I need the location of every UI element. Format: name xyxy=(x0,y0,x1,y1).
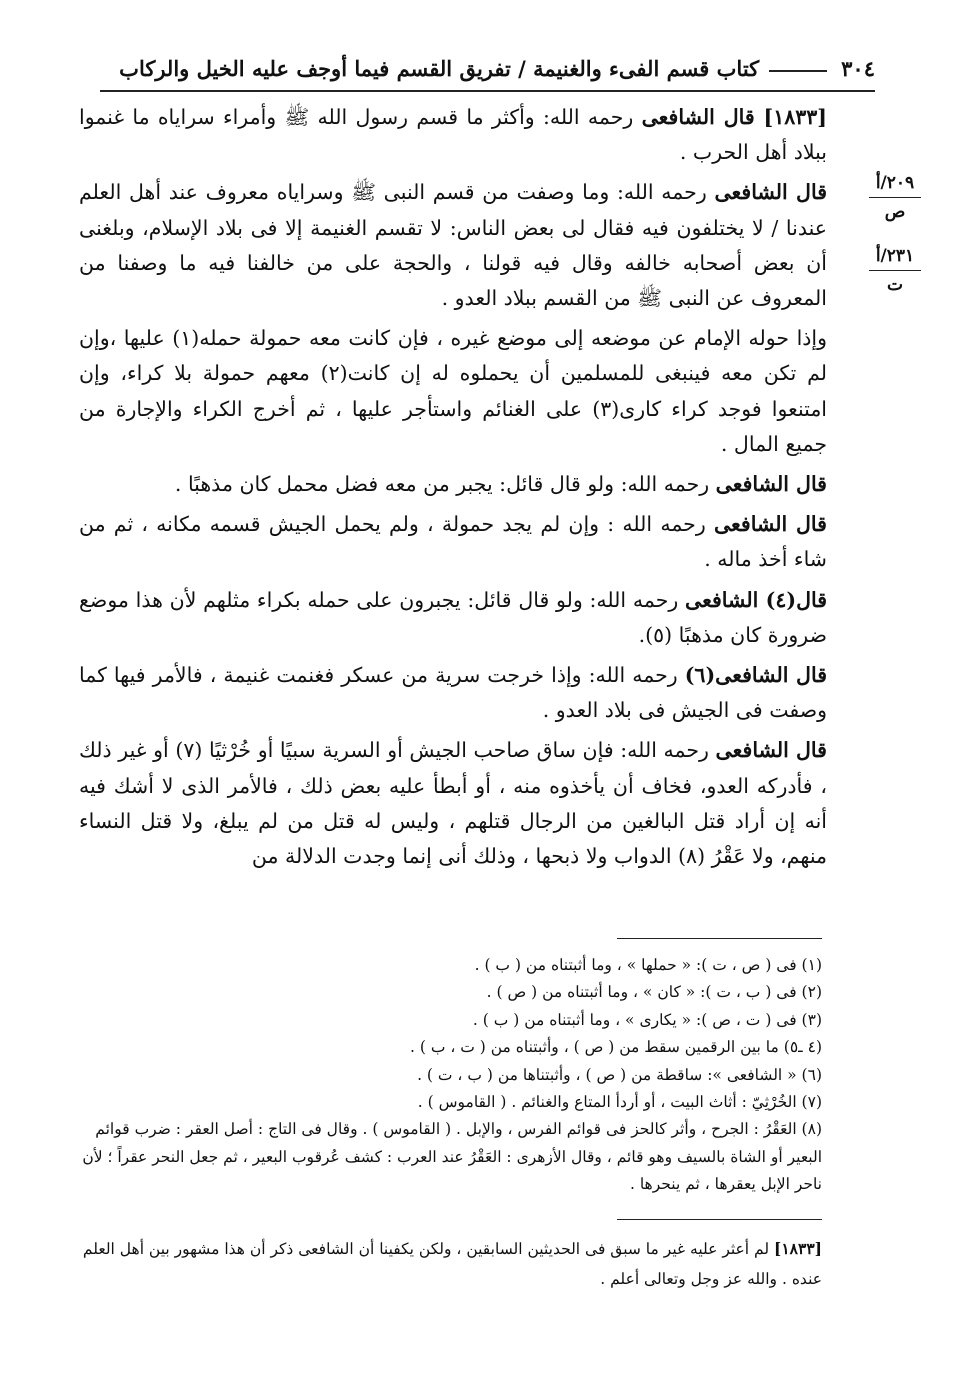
footnote: (٤ ـ٥) ما بين الرقمين سقط من ( ص ) ، وأثبتناه من ( ت ، ب ) . xyxy=(409,1038,822,1057)
main-text xyxy=(79,100,827,879)
paragraph-lead: قال الشافعى xyxy=(715,738,827,763)
paragraph-lead: قال الشافعى(٦) xyxy=(684,663,827,688)
paragraph-lead: قال الشافعى xyxy=(715,472,827,497)
margin-rule xyxy=(869,197,921,198)
takhrij-separator xyxy=(617,1219,822,1220)
paragraph xyxy=(79,321,827,462)
paragraph-lead: قال(٤) الشافعى xyxy=(685,587,828,612)
footnote: (٨) العَقْرُ : الجرح ، وأثر كالحز فى قوائم الفرس ، والإبل . ( القاموس ) . وقال فى التاج : أصل العقر : ضرب قوائم البعير أو الشاة بالسيف وهو قائم ، وقال الأزهرى : العَقْرُ عند العرب : كشف عُرقوب البعير ، ثم جعل النحر عقراً ؛ لأن ناحر الإبل يعقرها ، ثم ينحرها . xyxy=(82,1120,822,1194)
paragraph-lead: [١٨٣٣] قال الشافعى xyxy=(641,105,827,129)
margin-ref-top: ٢٠٩/أ xyxy=(875,173,915,193)
footnotes xyxy=(77,952,822,1199)
margin-ref-bottom-label: ت xyxy=(886,275,903,295)
paragraph-text: وإذا حوله الإمام عن موضعه إلى موضع غيره ، فإن كانت معه حمولة حمله(١) عليها ،وإن لم تكن معه فينبغى للمسلمين أن يحملوه له إن كانت(٢) معهم حمولة بلا كراء، وإن امتنعوا فوجد كراء كارى(٣) على الغنائم واستأجر عليها ، ثم أخرج الكراء والإجارة من جميع المال . xyxy=(79,326,828,456)
header-dash xyxy=(769,70,827,72)
paragraph xyxy=(79,467,827,502)
paragraph xyxy=(79,733,827,874)
footnote: (٢) فى ( ب ، ت ): « كان » ، وما أثبتناه من ( ص ) . xyxy=(486,983,822,1002)
footnote: (٣) فى ( ت ، ص ): « يكارى » ، وما أثبتناه من ( ب ) . xyxy=(472,1010,822,1029)
paragraph-lead: قال الشافعى xyxy=(713,512,827,537)
takhrij-text: لم أعثر عليه غير ما سبق فى الحديثين السابقين ، ولكن يكفينا أن الشافعى ذكر أن هذا مشهور بين أهل العلم عنده . والله عز وجل وتعالى أعلم . xyxy=(82,1240,822,1288)
paragraph-text: رحمه الله: وإذا خرجت سرية من عسكر فغنمت غنيمة ، فالأمر فيها كما وصفت فى الجيش فى بلاد العدو . xyxy=(79,663,827,723)
footnote: (٦) « الشافعى »: ساقطة من ( ص ) ، وأثبتناها من ( ب ، ت ) . xyxy=(417,1065,822,1084)
page-number: ٣٠٤ xyxy=(841,56,875,81)
running-header xyxy=(100,50,875,92)
footnote: (١) فى ( ص ، ت ): « حملها » ، وما أثبتناه من ( ب ) . xyxy=(474,956,822,974)
footnote: (٧) الخُرْثِيّ : أثاث البيت ، أو أردأ المتاع والغنائم . ( القاموس ) . xyxy=(417,1093,822,1112)
paragraph-text: رحمه الله: وما وصفت من قسم النبى ﷺ وسراياه معروف عند أهل العلم عندنا / لا يختلفون فيه فقال لى بعض الناس: لا تقسم الغنيمة إلا فى بلاد الإسلام، وبلغنى أن بعض أصحابه خالفه وقال فيه قولنا ، والحجة على من خالفنا فيه ما وصفنا من المعروف عن النبى ﷺ من القسم ببلاد العدو . xyxy=(79,180,827,311)
takhrij-note xyxy=(77,1234,822,1294)
paragraph xyxy=(79,583,827,653)
margin-manuscript-refs xyxy=(860,172,930,296)
footnote-separator xyxy=(617,938,822,939)
paragraph xyxy=(79,507,827,577)
running-title: كتاب قسم الفىء والغنيمة / تفريق القسم فيما أوجف عليه الخيل والركاب xyxy=(119,56,760,81)
paragraph xyxy=(79,658,827,728)
margin-ref-top-label: ص xyxy=(884,202,906,222)
paragraph-text: رحمه الله : وإن لم يجد حمولة ، ولم يحمل الجيش قسمه مكانه ، ثم من شاء أخذ ماله . xyxy=(79,512,827,572)
margin-rule xyxy=(869,270,921,271)
paragraph-lead: قال الشافعى xyxy=(714,180,827,205)
paragraph xyxy=(79,175,827,316)
margin-ref-bottom: ٢٣١/أ xyxy=(875,246,915,266)
paragraph-text: رحمه الله: وأكثر ما قسم رسول الله ﷺ وأمراء سراياه ما غنموا ببلاد أهل الحرب . xyxy=(79,105,827,165)
takhrij-number: [١٨٣٣] xyxy=(774,1239,822,1258)
paragraph-text: رحمه الله: فإن ساق صاحب الجيش أو السرية سبيًا أو خُرْثيًا (٧) أو غير ذلك ، فأدركه العدو، فخاف أن يأخذوه منه ، أو أبطأ عليه بعض ذلك ، فالأمر الذى لا أشك فيه أنه إن أراد قتل البالغين من الرجال قتلهم ، وليس له قتل من لم يبلغ، ولا قتل النساء منهم، ولا عَقْرُ (٨) الدواب ولا ذبحها ، وذلك أنى إنما وجدت الدلالة من xyxy=(79,738,827,869)
paragraph-text: رحمه الله: ولو قال قائل: يجبرون على حمله بكراء مثلهم لأن هذا موضع ضرورة كان مذهبًا (٥). xyxy=(79,587,827,647)
paragraph xyxy=(79,100,827,170)
paragraph-text: رحمه الله: ولو قال قائل: يجبر من معه فضل محمل كان مذهبًا . xyxy=(174,472,716,497)
